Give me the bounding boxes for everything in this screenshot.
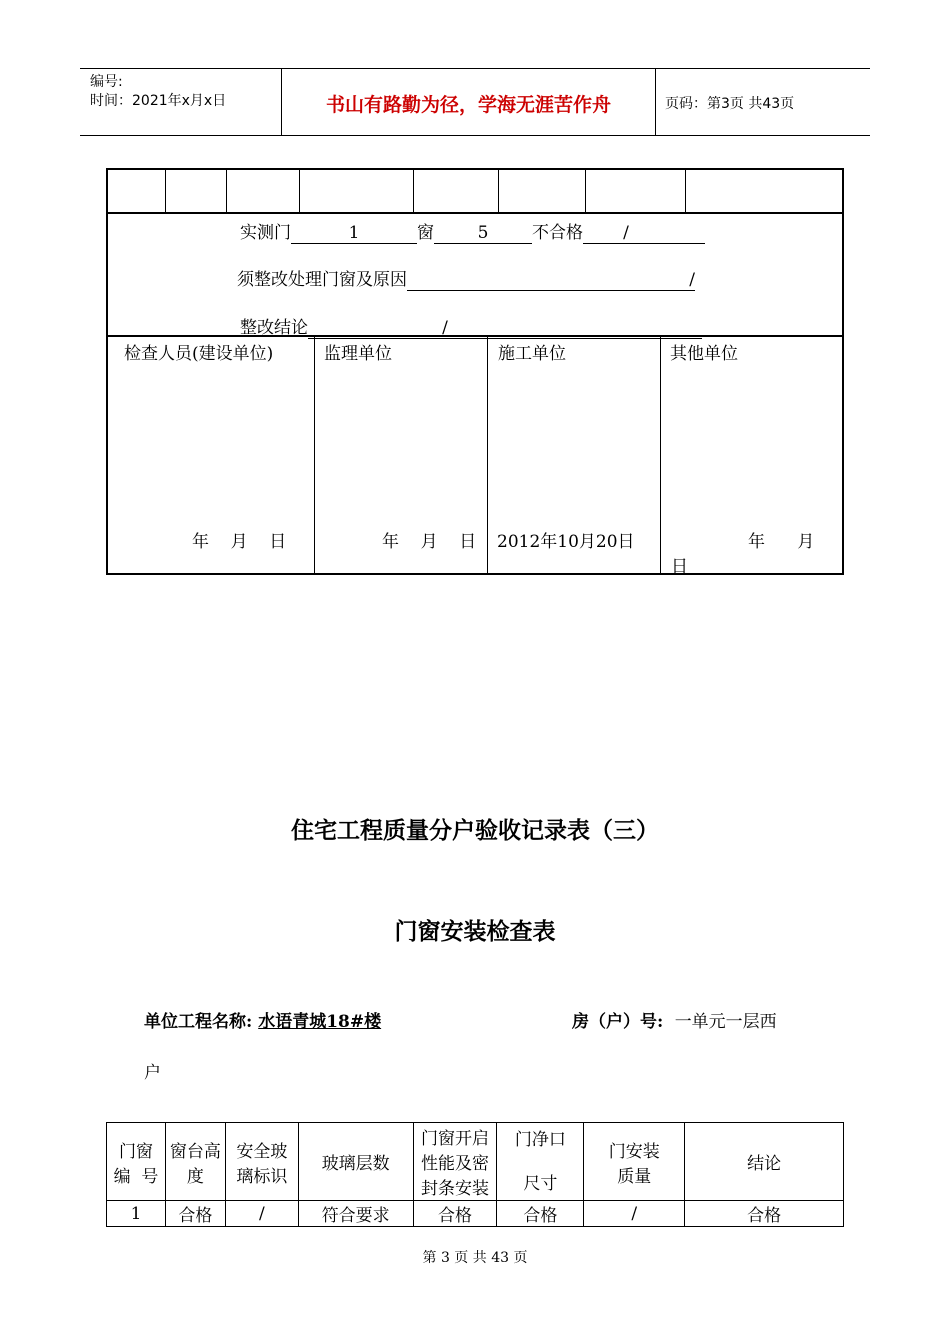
signature-date-other-line2: 日 xyxy=(671,557,688,577)
header-opening-seal-l2: 性能及密 xyxy=(421,1154,490,1174)
header-door-clear-size-l1: 门净口 xyxy=(514,1129,566,1150)
header-door-window-no-l2: 编 号 xyxy=(113,1166,159,1187)
cell-conclusion: 合格 xyxy=(685,1201,844,1227)
form-title: 住宅工程质量分户验收记录表（三） xyxy=(291,817,659,844)
header-opening-seal xyxy=(413,1123,497,1201)
header-page-info: 页码：第3页 共43页 xyxy=(665,96,795,112)
signature-label-other: 其他单位 xyxy=(670,344,738,364)
room-number-label: 房（户）号: xyxy=(572,1012,664,1032)
header-safety-glass-l2: 璃标识 xyxy=(236,1166,288,1187)
project-name-line xyxy=(144,1007,381,1032)
signature-label-supervisor: 监理单位 xyxy=(324,344,392,364)
header-sill-height-l2: 度 xyxy=(186,1166,204,1187)
header-door-clear-size-l3: 尺寸 xyxy=(523,1173,558,1194)
rectify-conclusion-label: 整改结论 xyxy=(240,318,308,338)
fail-label: 不合格 xyxy=(532,223,583,243)
cell-door-install-quality: / xyxy=(584,1201,685,1227)
header-safety-glass xyxy=(225,1123,298,1201)
rectify-conclusion-line xyxy=(240,313,702,339)
cell-glass-layers: 符合要求 xyxy=(298,1201,413,1227)
inspection-table xyxy=(106,1122,844,1227)
header-sill-height-l1: 窗台高 xyxy=(169,1141,221,1162)
room-number-line xyxy=(572,1007,777,1032)
header-door-window-no-l1: 门窗 xyxy=(118,1141,153,1162)
windows-label: 窗 xyxy=(417,223,434,243)
cell-door-clear-size: 合格 xyxy=(497,1201,584,1227)
cell-door-window-no: 1 xyxy=(107,1201,166,1227)
room-number-value-cont: 户 xyxy=(144,1063,161,1083)
rectify-reason-value: / xyxy=(407,270,695,291)
cell-sill-height: 合格 xyxy=(165,1201,225,1227)
header-safety-glass-l1: 安全玻 xyxy=(236,1141,288,1162)
form-subtitle: 门窗安装检查表 xyxy=(394,918,556,945)
cell-safety-glass: / xyxy=(225,1201,298,1227)
doors-label: 实测门 xyxy=(240,223,291,243)
header-door-install-quality xyxy=(584,1123,685,1201)
signature-date-contractor: 2012年10月20日 xyxy=(497,532,635,552)
rectify-conclusion-value-text: / xyxy=(442,318,448,338)
windows-value: 5 xyxy=(434,223,532,244)
signature-date-other-line1: 年 月 xyxy=(748,532,815,552)
header-opening-seal-l1: 门窗开启 xyxy=(421,1129,490,1149)
rectify-reason-line xyxy=(237,265,695,291)
header-glass-layers-l1: 玻璃层数 xyxy=(321,1154,390,1174)
signature-date-owner: 年 月 日 xyxy=(192,532,287,552)
rectify-conclusion-value xyxy=(308,318,702,339)
signature-label-contractor: 施工单位 xyxy=(498,344,566,364)
cell-opening-seal: 合格 xyxy=(413,1201,497,1227)
doors-value: 1 xyxy=(291,223,417,244)
project-name-label: 单位工程名称: xyxy=(144,1012,253,1032)
rectify-reason-label: 须整改处理门窗及原因 xyxy=(237,270,407,290)
header-conclusion-l1: 结论 xyxy=(747,1154,782,1174)
document-number-label: 编号: xyxy=(90,74,123,90)
page-footer: 第 3 页 共 43 页 xyxy=(422,1250,528,1266)
header-door-clear-size xyxy=(497,1123,584,1201)
header-door-install-quality-l2: 质量 xyxy=(617,1166,652,1187)
signature-date-supervisor: 年 月 日 xyxy=(382,532,477,552)
header-door-install-quality-l1: 门安装 xyxy=(608,1141,660,1162)
measured-line xyxy=(240,218,705,244)
document-time: 时间：2021年x月x日 xyxy=(90,93,227,109)
fail-value xyxy=(583,223,705,244)
table-row xyxy=(107,1201,844,1227)
header-motto: 书山有路勤为径，学海无涯苦作舟 xyxy=(325,94,611,116)
header-opening-seal-l3: 封条安装 xyxy=(421,1179,490,1199)
header-conclusion xyxy=(685,1123,844,1201)
inspection-header-row xyxy=(107,1123,844,1201)
header-sill-height xyxy=(165,1123,225,1201)
signature-label-owner: 检查人员(建设单位) xyxy=(124,344,274,364)
fail-value-text: / xyxy=(623,223,629,243)
room-number-value: 一单元一层西 xyxy=(674,1012,777,1032)
header-glass-layers xyxy=(298,1123,413,1201)
project-name-value: 水语青城18#楼 xyxy=(258,1012,382,1032)
header-door-window-no xyxy=(107,1123,166,1201)
